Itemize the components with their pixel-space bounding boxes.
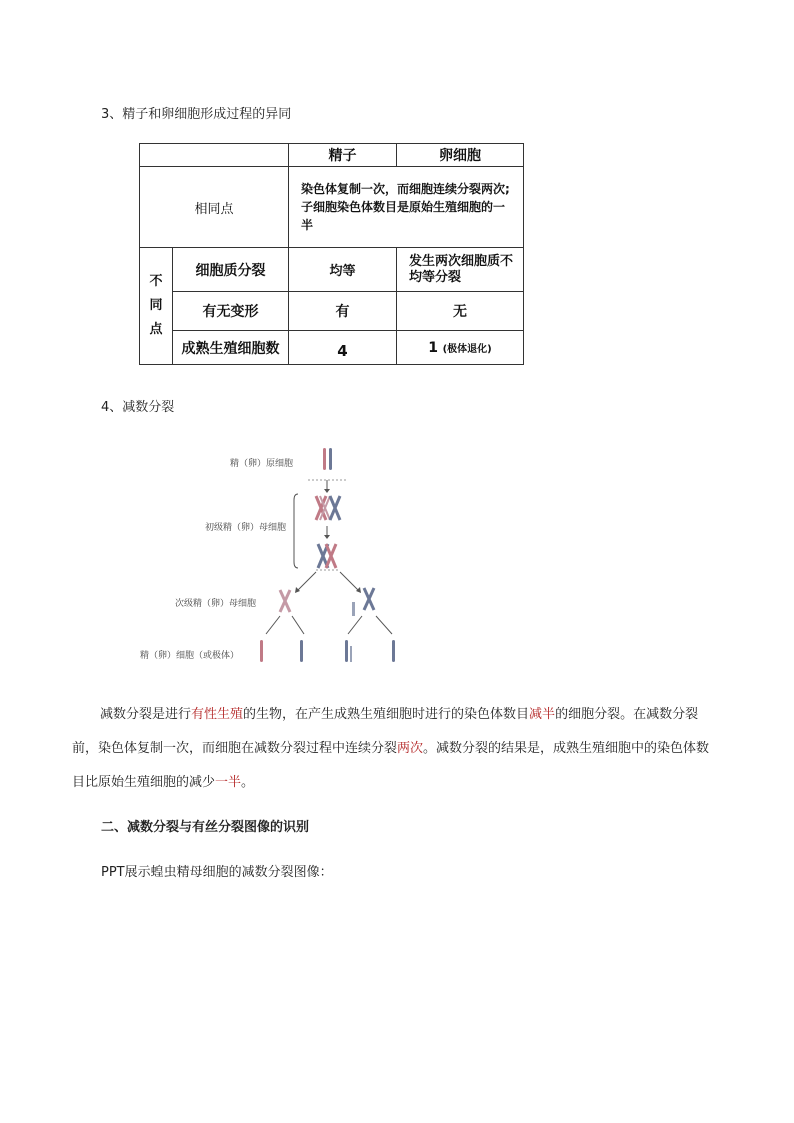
primary-chromosomes <box>316 496 340 520</box>
same-point-label: 相同点 <box>140 167 289 248</box>
primary-paired-chromosomes <box>316 544 340 570</box>
cell-sperm-count: 4 <box>289 331 397 365</box>
label-secondary: 次级精（卵）母细胞 <box>175 599 257 609</box>
primordial-chromosomes <box>323 448 332 470</box>
label-mature: 精（卵）细胞（或极体） <box>140 651 240 661</box>
heading-3: 3、精子和卵细胞形成过程的异同 <box>101 107 292 122</box>
row-item-deform: 有无变形 <box>173 292 289 331</box>
cell-sperm-deform: 有 <box>289 292 397 331</box>
same-point-text: 染色体复制一次，而细胞连续分裂两次;子细胞染色体数目是原始生殖细胞的一半 <box>289 167 524 248</box>
meiosis-diagram <box>130 440 430 670</box>
row-item-count: 成熟生殖细胞数 <box>173 331 289 365</box>
header-sperm: 精子 <box>289 144 397 167</box>
ppt-line: PPT展示蝗虫精母细胞的减数分裂图像： <box>101 865 333 880</box>
heading-4: 4、减数分裂 <box>101 400 175 415</box>
cell-egg-deform: 无 <box>397 292 524 331</box>
meiosis-definition-paragraph: 减数分裂是进行有性生殖的生物，在产生成熟生殖细胞时进行的染色体数目减半的细胞分裂。在减数分裂前，染色体复制一次，而细胞在减数分裂过程中连续分裂两次。减数分裂的结果是，成熟生殖细胞中的染色体数目比原始生殖细胞的减少一半。 <box>72 707 710 790</box>
header-egg: 卵细胞 <box>397 144 524 167</box>
label-primordial: 精（卵）原细胞 <box>230 459 294 469</box>
diff-point-label: 不 同 点 <box>140 248 173 365</box>
meiosis-figure <box>130 440 430 670</box>
comparison-table <box>139 143 524 365</box>
cell-egg-cytoplasm: 发生两次细胞质不均等分裂 <box>397 248 524 292</box>
label-primary: 初级精（卵）母细胞 <box>205 523 287 533</box>
row-item-cytoplasm: 细胞质分裂 <box>173 248 289 292</box>
cell-egg-count: 1 (极体退化) <box>397 331 524 365</box>
cell-sperm-cytoplasm: 均等 <box>289 248 397 292</box>
table-corner-cell <box>140 144 289 167</box>
mature-chromosomes <box>260 640 395 662</box>
section-2-title: 二、减数分裂与有丝分裂图像的识别 <box>101 820 310 835</box>
